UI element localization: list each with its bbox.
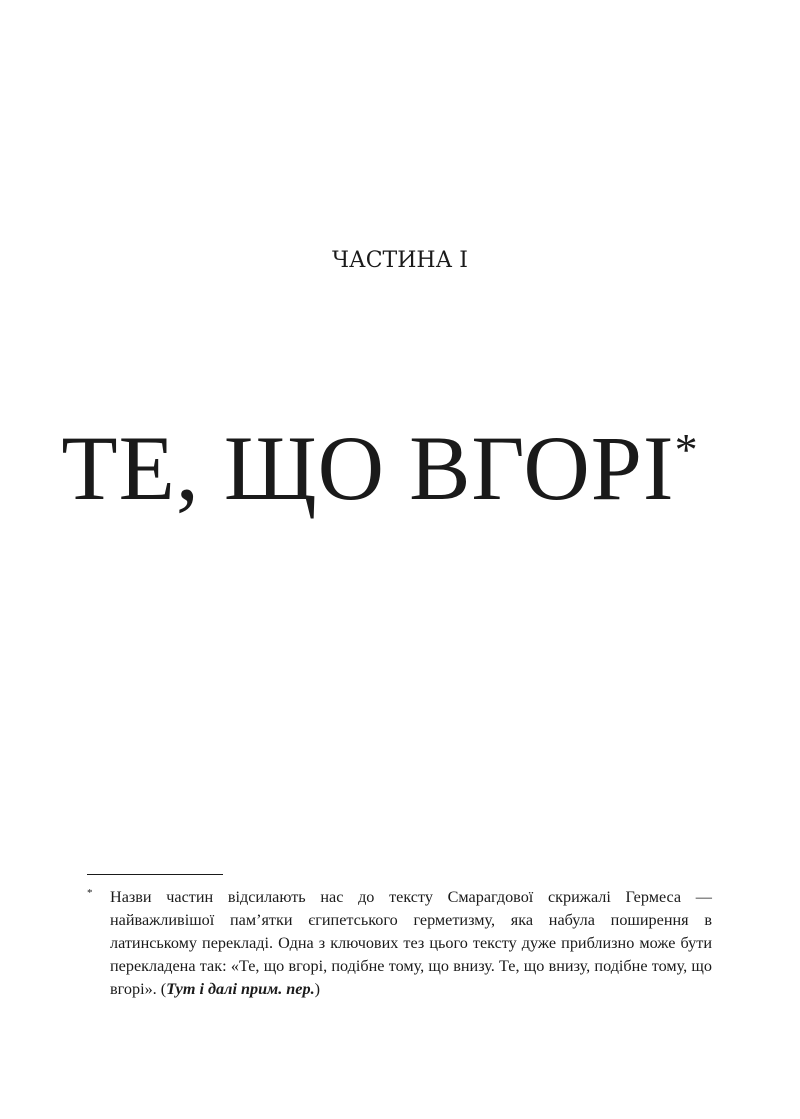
footnote-text-main: Назви частин відсилають нас до тексту Смарагдової скрижалі Гермеса — найважливішої пам’ятки єгипетського герметизму, яка набула поширення в латинському перекладі. Одна з ключових тез цього тексту дуже приблизно може бути перекладена так: «Те, що вгорі, подібне тому, що внизу. Те, що внизу, подібне тому, що вгорі». ( (110, 888, 712, 998)
part-title (0, 418, 760, 519)
footnote-text-end: ) (314, 980, 321, 998)
footnote-marker: * (87, 887, 93, 899)
footnote-text-italic: Тут і далі прим. пер. (166, 980, 315, 998)
footnote (87, 886, 712, 1001)
part-title-footnote-marker[interactable]: * (674, 424, 699, 475)
part-title-text: ТЕ, ЩО ВГОРІ (61, 417, 675, 519)
part-label: ЧАСТИНА I (332, 248, 468, 273)
footnote-divider (87, 874, 223, 875)
footnote-text (110, 886, 712, 1001)
